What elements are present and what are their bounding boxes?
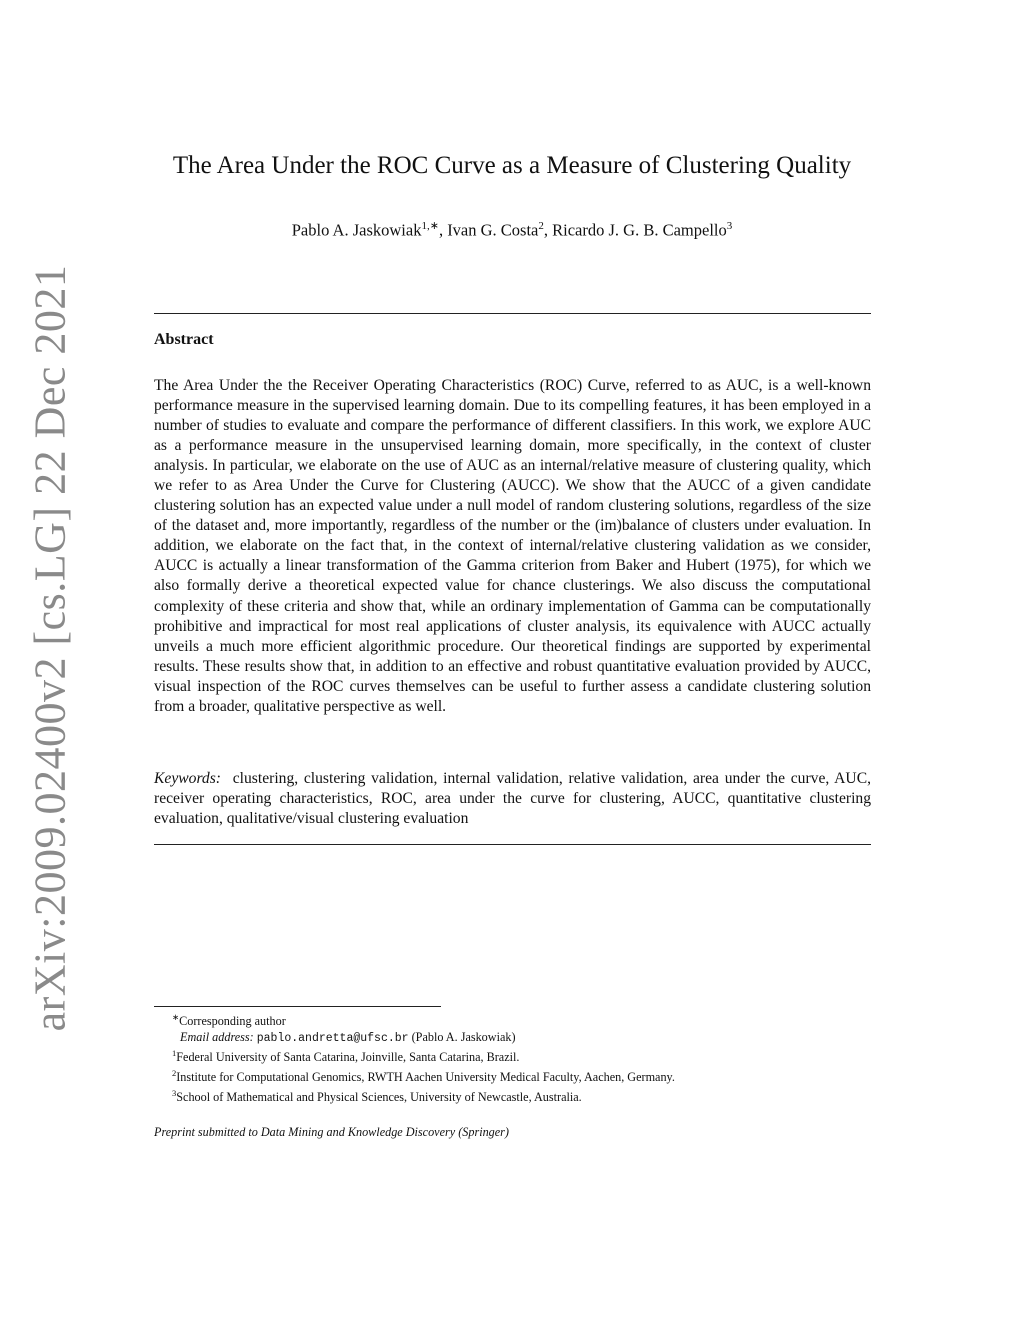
email-owner: (Pablo A. Jaskowiak) [411,1029,516,1044]
abstract-heading: Abstract [154,331,214,348]
author-affiliation-mark: 1,∗ [421,220,439,232]
email-address-link[interactable]: pablo.andretta@ufsc.br [256,1031,409,1045]
author-affiliation-mark: 3 [726,220,733,232]
footnotes [172,1010,872,1105]
preprint-note: Preprint submitted to Data Mining and Knowledge Discovery (Springer) [154,1125,509,1139]
footnote-email [172,1030,872,1047]
footnote-text: Federal University of Santa Catarina, Joinville, Santa Catarina, Brazil. [176,1050,520,1065]
keywords-text: clustering, clustering validation, internal validation, relative validation, area under the curve, AUC, receiver operating characteristics, ROC, area under the curve for clustering, AUCC, quantitative clustering evaluation, qualitative/visual clustering evaluation [154,770,871,828]
author-name: Pablo A. Jaskowiak [291,220,422,240]
footnote-corresponding [172,1010,872,1030]
arxiv-identifier: arXiv:2009.02400v2 [cs.LG] 22 Dec 2021 [25,264,75,1032]
keywords-label: Keywords: [154,770,221,787]
abstract-text: The Area Under the the Receiver Operating Characteristics (ROC) Curve, referred to as AUC, is a well-known performance measure in the supervised learning domain. Due to its compelling features, it has been employed in a number of studies to evaluate and compare the performance of different classifiers. In this work, we explore AUC as a performance measure in the unsupervised learning domain, more specifically, in the context of cluster analysis. In particular, we elaborate on the use of AUC as an internal/relative measure of clustering quality, which we refer to as Area Under the Curve for Clustering (AUCC). We show that the AUCC of a given candidate clustering solution has an expected value under a null model of random clustering solutions, regardless of the size of the dataset and, more importantly, regardless of the number or the (im)balance of clusters under evaluation. In addition, we elaborate on the fact that, in the context of internal/relative clustering validation as we consider, AUCC is actually a linear transformation of the Gamma criterion from Baker and Hubert (1975), for which we also formally derive a theoretical expected value for chance clusterings. We also discuss the computational complexity of these criteria and show that, while an ordinary implementation of Gamma can be computationally prohibitive and impractical for most real applications of cluster analysis, its equivalence with AUCC actually unveils a much more efficient algorithmic procedure. Our theoretical findings are supported by experimental results. These results show that, in addition to an effective and robust quantitative evaluation provided by AUCC, visual inspection of the ROC curves themselves can be useful to further assess a candidate clustering solution from a broader, qualitative perspective as well. [154,377,871,715]
keywords-section [154,769,871,830]
author-name: Ricardo J. G. B. Campello [552,220,727,240]
email-label: Email address: [180,1029,254,1044]
footnote-text: Corresponding author [179,1014,286,1029]
footnote-affiliation [172,1046,872,1066]
footnote-mark: ∗ [172,1012,180,1022]
footnote-affiliation [172,1086,872,1106]
author-name: Ivan G. Costa [447,220,539,240]
bottom-divider [154,844,871,845]
footnote-divider [154,1006,441,1007]
footnote-mark: 2 [172,1067,177,1078]
footnote-text: School of Mathematical and Physical Sciences, University of Newcastle, Australia. [176,1089,582,1104]
footnote-mark: 1 [172,1048,177,1059]
footnote-mark: 3 [172,1087,177,1098]
author-affiliation-mark: 2 [538,220,544,232]
footnote-text: Institute for Computational Genomics, RWTH Aachen University Medical Faculty, Aachen, Germany. [176,1069,675,1084]
footnote-affiliation [172,1066,872,1086]
top-divider [154,313,871,314]
paper-title: The Area Under the ROC Curve as a Measure of Clustering Quality [172,152,852,179]
author-list: Pablo A. Jaskowiak$^{1,∗}$, Ivan G. Costa$^2$, Ricardo J. G. B. Campello$^3$ [291,220,733,240]
